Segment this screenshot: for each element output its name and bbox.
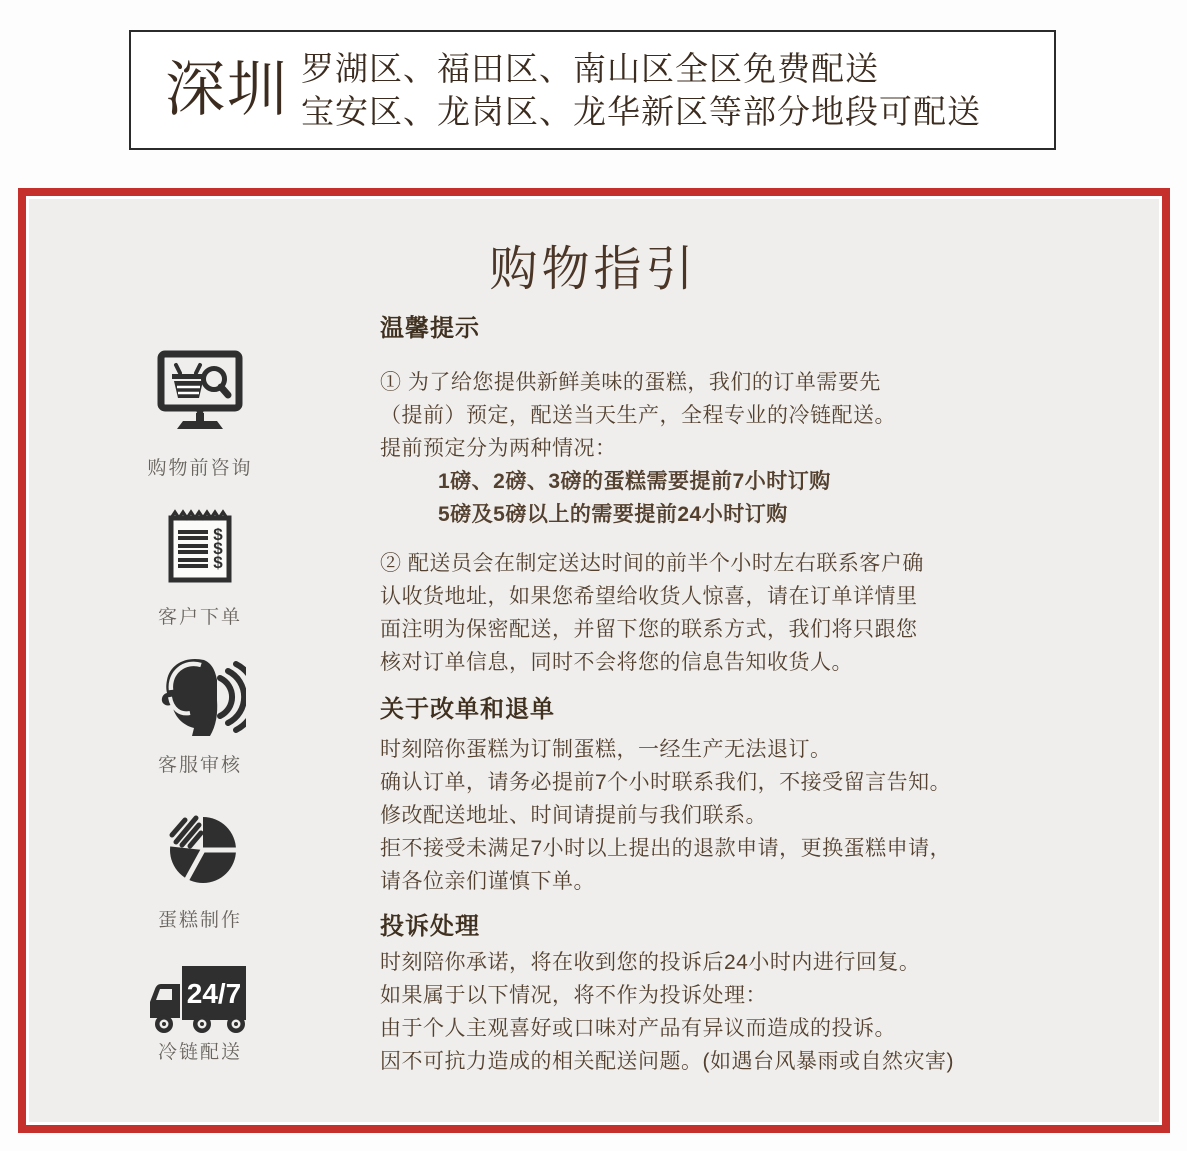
text-line: 因不可抗力造成的相关配送问题。(如遇台风暴雨或自然灾害) — [380, 1050, 954, 1073]
cake-pie-icon — [100, 804, 300, 891]
guide-text-column — [380, 314, 1070, 1078]
tips-heading: 温馨提示 — [380, 315, 480, 342]
text-line: 面注明为保密配送，并留下您的联系方式，我们将只跟您 — [380, 618, 918, 641]
complaints-heading: 投诉处理 — [380, 913, 480, 940]
step-label-pre-consult: 购物前咨询 — [147, 458, 253, 479]
advance-order-rule-2: 5磅及5磅以上的需要提前24小时订购 — [438, 503, 788, 526]
invoice-receipt-icon — [100, 508, 300, 591]
changes-heading: 关于改单和退单 — [380, 696, 555, 723]
step-label-customer-order: 客户下单 — [157, 607, 242, 628]
step-label-service-review: 客服审核 — [157, 755, 242, 776]
text-line: 核对订单信息，同时不会将您的信息告知收货人。 — [380, 651, 853, 674]
invoice-dollar-2: $ — [213, 539, 223, 558]
text-line: 确认订单，请务必提前7个小时联系我们，不接受留言告知。 — [380, 771, 952, 794]
banner-lines — [301, 47, 981, 133]
text-line: 请各位亲们谨慎下单。 — [380, 870, 595, 893]
text-line: 修改配送地址、时间请提前与我们联系。 — [380, 804, 767, 827]
invoice-dollar-3: $ — [213, 553, 223, 572]
advance-order-rule-1: 1磅、2磅、3磅的蛋糕需要提前7小时订购 — [438, 470, 831, 493]
text-line: 提前预定分为两种情况： — [380, 437, 617, 460]
delivery-truck-icon — [100, 960, 300, 1043]
text-line: 时刻陪你承诺，将在收到您的投诉后24小时内进行回复。 — [380, 951, 921, 974]
support-headset-icon — [100, 654, 300, 743]
text-line: 由于个人主观喜好或口味对产品有异议而造成的投诉。 — [380, 1017, 896, 1040]
banner-line-partial-delivery: 宝安区、龙岗区、龙华新区等部分地段可配送 — [301, 93, 981, 130]
banner-line-free-delivery: 罗湖区、福田区、南山区全区免费配送 — [301, 50, 879, 87]
monitor-basket-search-icon — [100, 350, 300, 437]
text-line: 时刻陪你蛋糕为订制蛋糕，一经生产无法退订。 — [380, 738, 832, 761]
page-title: 购物指引 — [489, 243, 698, 296]
invoice-dollar-1: $ — [213, 525, 223, 544]
delivery-area-banner — [129, 30, 1056, 150]
text-line: 拒不接受未满足7小时以上提出的退款申请，更换蛋糕申请， — [380, 837, 952, 860]
text-line: ① 为了给您提供新鲜美味的蛋糕，我们的订单需要先 — [380, 371, 881, 394]
text-line: 认收货地址，如果您希望给收货人惊喜，请在订单详情里 — [380, 585, 918, 608]
text-line: （提前）预定，配送当天生产，全程专业的冷链配送。 — [380, 404, 896, 427]
step-label-cake-making: 蛋糕制作 — [157, 910, 242, 931]
text-line: 如果属于以下情况，将不作为投诉处理： — [380, 984, 767, 1007]
truck-badge-text: 24/7 — [186, 978, 242, 1009]
text-line: ② 配送员会在制定送达时间的前半个小时左右联系客户确 — [380, 552, 924, 575]
banner-city: 深圳 — [165, 56, 289, 123]
step-label-cold-chain-delivery: 冷链配送 — [157, 1042, 242, 1063]
